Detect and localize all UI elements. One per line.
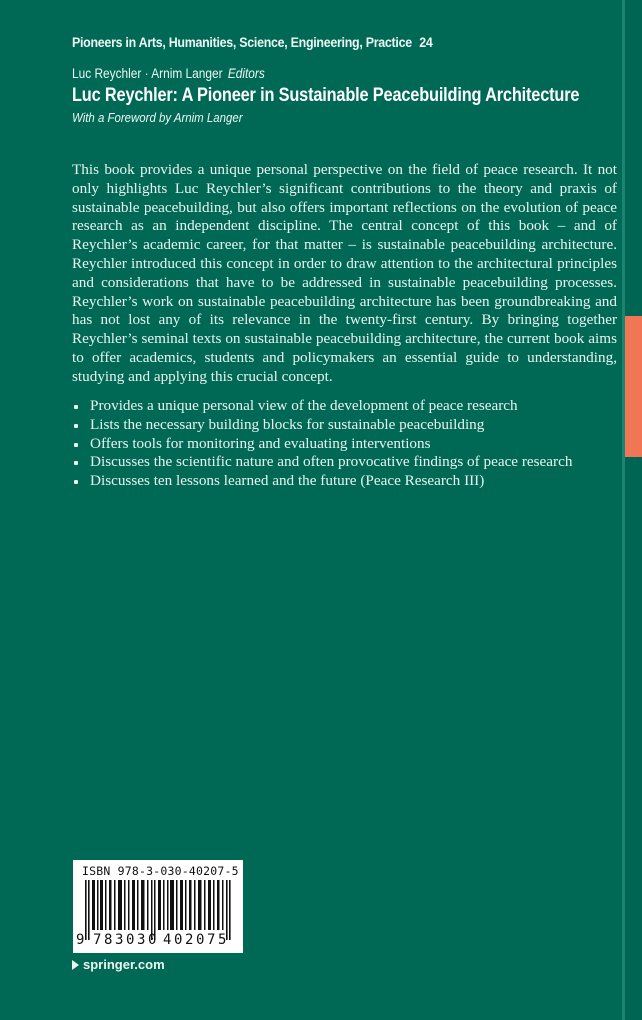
book-title: Luc Reychler: A Pioneer in Sustainable Peacebuilding Architecture <box>72 85 580 106</box>
spine-edge <box>625 0 642 1020</box>
bullet-item: Offers tools for monitoring and evaluating interventions <box>72 435 617 454</box>
bullet-icon <box>74 443 78 447</box>
bullet-icon <box>74 480 78 484</box>
editors-role: Editors <box>227 66 265 81</box>
series-name: Pioneers in Arts, Humanities, Science, Engineering, Practice <box>72 35 412 50</box>
publisher-website: springer.com <box>83 957 165 972</box>
bullet-icon <box>74 424 78 428</box>
barcode-digits: 9 7 8 3 0 3 0 4 0 2 0 7 5 <box>76 932 227 948</box>
editor-names: Luc Reychler · Arnim Langer <box>72 66 223 81</box>
bullet-icon <box>74 461 78 465</box>
bullet-icon <box>74 405 78 409</box>
barcode-icon <box>85 880 231 940</box>
foreword-credit: With a Foreword by Arnim Langer <box>72 110 243 125</box>
bullet-item: Provides a unique personal view of the development of peace research <box>72 397 617 416</box>
book-description: This book provides a unique personal perspective on the field of peace research. It not only highlights Luc Reychler’s significant contributions to the theory and praxis of sustainable peacebuilding, but also offers important reflections on the evolution of peace research as an independent discipline. The central concept of this book – and of Reychler’s academic career, for that matter – is sustainable peacebuilding architecture. Reychler introduced this concept in order to draw attention to the architectural principles and considerations that have to be addressed in sustainable peacebuilding processes. Reychler’s work on sustainable peacebuilding architecture has been groundbreaking and has not lost any of its relevance in the twenty-first century. By bringing together Reychler’s seminal texts on sustainable peacebuilding architecture, the current book aims to offer academics, students and policymakers an essential guide to understanding, studying and applying this crucial concept. <box>72 161 617 385</box>
triangle-arrow-icon <box>72 960 79 970</box>
bullet-item: Discusses the scientific nature and often provocative findings of peace research <box>72 453 617 472</box>
color-accent-tab <box>625 316 642 457</box>
bullet-item: Discusses ten lessons learned and the future (Peace Research III) <box>72 472 617 491</box>
series-title <box>72 34 569 52</box>
isbn-label: ISBN 978-3-030-40207-5 <box>82 864 239 878</box>
bullet-item: Lists the necessary building blocks for sustainable peacebuilding <box>72 416 617 435</box>
isbn-barcode <box>73 860 243 953</box>
publisher-link[interactable] <box>72 957 165 972</box>
cover-header <box>72 34 612 126</box>
feature-bullet-list <box>72 397 617 491</box>
series-volume: 24 <box>419 35 433 50</box>
editors-line <box>72 65 547 82</box>
